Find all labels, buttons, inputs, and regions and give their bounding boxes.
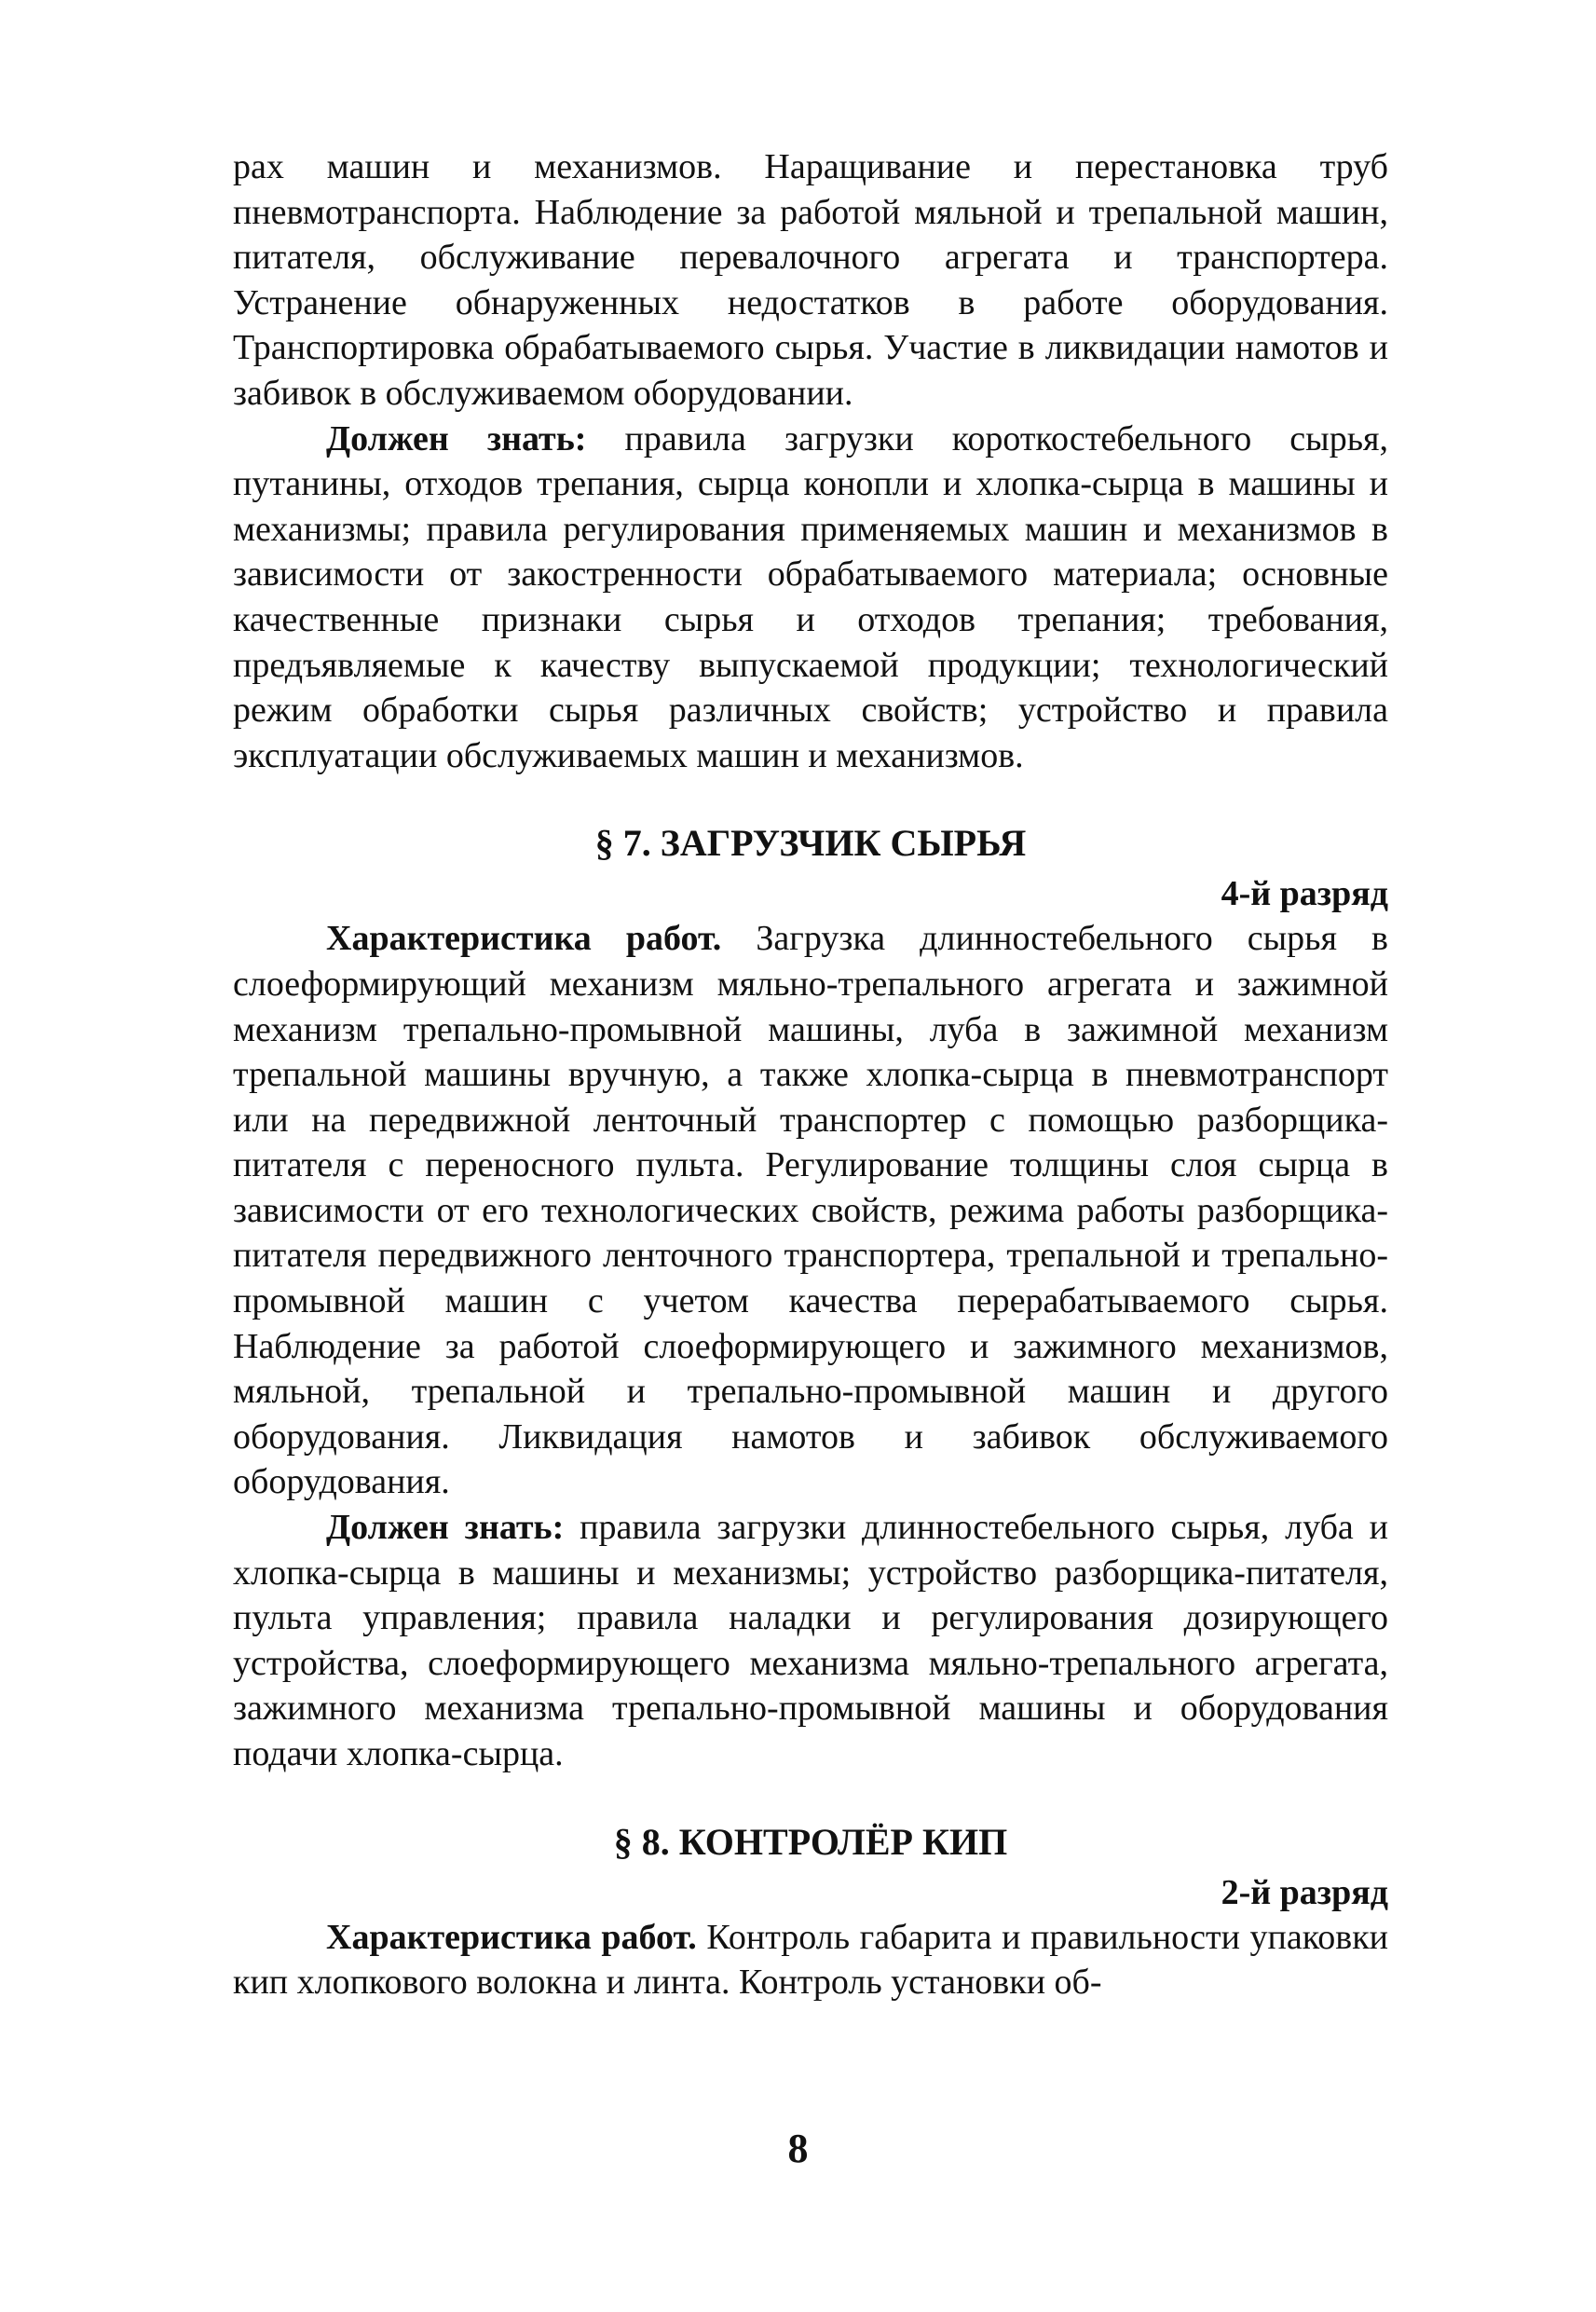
must-know-lead: Должен знать: (326, 418, 587, 458)
section-8-grade: 2-й разряд (1221, 1872, 1388, 1912)
section-7-work-paragraph (233, 916, 1388, 1505)
section-7-work-lead: Характеристика работ. (326, 919, 722, 959)
section-7-title: § 7. ЗАГРУЗЧИК СЫРЬЯ (594, 822, 1027, 865)
section-7-know-lead: Должен знать: (326, 1508, 565, 1548)
section-8-work-paragraph (233, 1915, 1388, 2005)
section-7-grade: 4-й разряд (1221, 874, 1388, 914)
continuation-paragraph: рах машин и механизмов. Наращивание и перестановка труб пневмотранспорта. Наблюдение за работой мяльной и трепальной машин, питателя, обслуживание перевалочного агрегата и транспортера. Устранение обнаруженных недостатков в работе оборудования. Транспортировка обрабатываемого сырья. Участие в ликвидации намотов и забивок в обслуживаемом оборудовании. (233, 147, 1388, 413)
must-know-text: правила загрузки короткостебельного сырья, путанины, отходов трепания, сырца конопли и хлопка-сырца в машины и механизмы; правила регулирования применяемых машин и механизмов в зависимости от закостренности обрабатываемого материала; основные качественные признаки сырья и отходов трепания; требования, предъявляемые к качеству выпускаемой продукции; технологический режим обработки сырья различных свойств; устройство и правила эксплуатации обслуживаемых машин и механизмов. (233, 418, 1389, 775)
section-8-title: § 8. КОНТРОЛЁР КИП (613, 1820, 1008, 1863)
section-7-know-paragraph (233, 1505, 1388, 1777)
section-8-work-text: Контроль габарита и правильности упаковки кип хлопкового волокна и линта. Контроль установки об- (233, 1917, 1388, 2003)
must-know-paragraph (233, 417, 1388, 779)
document-page (233, 144, 1388, 2005)
section-7-work-text: Загрузка длинностебельного сырья в слоеформирующий механизм мяльно-трепального агрегата и зажимной механизм трепально-промывной машины, луба в зажимной механизм трепальной машины вручную, а также хлопка-сырца в пневмотранспорт или на передвижной ленточный транспортер с помощью разборщика-питателя с переносного пульта. Регулирование толщины слоя сырца в зависимости от его технологических свойств, режима работы разборщика-питателя передвижного ленточного транспортера, трепальной и трепально-промывной машин с учетом качества перерабатываемого сырья. Наблюдение за работой слоеформирующего и зажимного механизмов, мяльной, трепальной и трепально-промывной машин и другого оборудования. Ликвидация намотов и забивок обслуживаемого оборудования. (233, 919, 1388, 1502)
page-number: 8 (787, 2126, 809, 2171)
section-8-work-lead: Характеристика работ. (326, 1917, 697, 1957)
section-7-know-text: правила загрузки длинностебельного сырья, луба и хлопка-сырца в машины и механизмы; устройство разборщика-питателя, пульта управления; правила наладки и регулирования дозирующего устройства, слоеформирующего механизма мяльно-трепального агрегата, зажимного механизма трепально-промывной машины и оборудования подачи хлопка-сырца. (233, 1508, 1389, 1773)
